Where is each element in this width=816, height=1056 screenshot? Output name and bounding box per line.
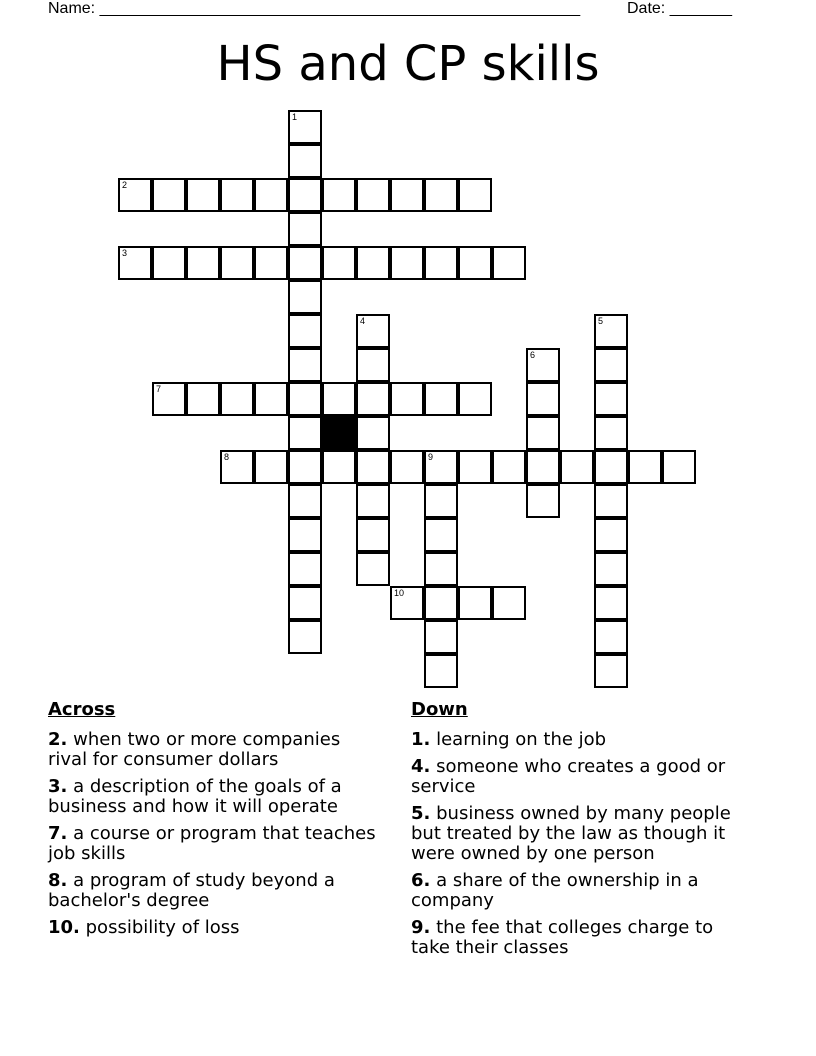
grid-cell[interactable] [424, 382, 458, 416]
grid-cell[interactable] [356, 178, 390, 212]
grid-cell[interactable] [186, 382, 220, 416]
grid-cell[interactable] [356, 484, 390, 518]
clue-number: 10. [48, 917, 80, 938]
grid-cell[interactable] [390, 178, 424, 212]
grid-cell[interactable] [526, 450, 560, 484]
grid-cell[interactable] [288, 382, 322, 416]
grid-cell[interactable] [526, 382, 560, 416]
grid-cell[interactable] [526, 484, 560, 518]
grid-cell[interactable] [594, 518, 628, 552]
clue-text: someone who creates a good or service [411, 756, 726, 797]
clue-text: learning on the job [436, 729, 607, 750]
clue-down-5 [411, 804, 741, 864]
grid-cell[interactable] [594, 314, 628, 348]
grid-cell[interactable] [458, 246, 492, 280]
grid-cell[interactable] [458, 450, 492, 484]
grid-cell[interactable] [390, 246, 424, 280]
grid-cell[interactable] [288, 246, 322, 280]
grid-cell[interactable] [424, 518, 458, 552]
clue-across-3 [48, 777, 378, 817]
page-title: HS and CP skills [216, 36, 600, 92]
grid-cell[interactable] [594, 552, 628, 586]
grid-cell[interactable] [288, 620, 322, 654]
clue-number: 2. [48, 729, 68, 750]
clue-across-7 [48, 824, 378, 864]
black-cell [322, 416, 356, 450]
clue-number: 1. [411, 729, 431, 750]
grid-cell[interactable] [118, 178, 152, 212]
date-field-label: Date: _______ [627, 0, 732, 17]
grid-cell[interactable] [118, 246, 152, 280]
clue-text: a share of the ownership in a company [411, 870, 699, 911]
grid-cell[interactable] [424, 178, 458, 212]
grid-cell[interactable] [356, 246, 390, 280]
grid-cell[interactable] [322, 178, 356, 212]
grid-cell[interactable] [220, 178, 254, 212]
grid-cell[interactable] [560, 450, 594, 484]
clue-down-6 [411, 871, 741, 911]
grid-cell[interactable] [288, 450, 322, 484]
grid-cell[interactable] [356, 416, 390, 450]
cell-number: 5 [598, 316, 604, 326]
grid-cell[interactable] [390, 450, 424, 484]
grid-cell[interactable] [594, 654, 628, 688]
name-field-label: Name: ______________________________________________________ [48, 0, 581, 17]
grid-cell[interactable] [356, 348, 390, 382]
grid-cell[interactable] [356, 552, 390, 586]
grid-cell[interactable] [594, 382, 628, 416]
grid-cell[interactable] [152, 246, 186, 280]
clue-text: a program of study beyond a bachelor's degree [48, 870, 335, 911]
cell-number: 3 [122, 248, 128, 258]
grid-cell[interactable] [288, 280, 322, 314]
cell-number: 7 [156, 384, 162, 394]
clue-text: when two or more companies rival for consumer dollars [48, 729, 341, 770]
clue-text: a course or program that teaches job skills [48, 823, 376, 864]
grid-cell[interactable] [288, 484, 322, 518]
grid-cell[interactable] [288, 552, 322, 586]
grid-cell[interactable] [492, 450, 526, 484]
grid-cell[interactable] [424, 654, 458, 688]
grid-cell[interactable] [322, 382, 356, 416]
grid-cell[interactable] [220, 246, 254, 280]
grid-cell[interactable] [492, 246, 526, 280]
grid-cell[interactable] [288, 178, 322, 212]
grid-cell[interactable] [288, 110, 322, 144]
grid-cell[interactable] [356, 382, 390, 416]
clue-down-9 [411, 918, 741, 958]
grid-cell[interactable] [288, 212, 322, 246]
grid-cell[interactable] [492, 586, 526, 620]
grid-cell[interactable] [152, 382, 186, 416]
grid-cell[interactable] [288, 416, 322, 450]
grid-cell[interactable] [254, 178, 288, 212]
grid-cell[interactable] [458, 382, 492, 416]
clue-number: 7. [48, 823, 68, 844]
cell-number: 8 [224, 452, 230, 462]
grid-cell[interactable] [526, 348, 560, 382]
grid-cell[interactable] [458, 586, 492, 620]
grid-cell[interactable] [424, 552, 458, 586]
down-clues [411, 700, 741, 965]
across-clues [48, 700, 378, 945]
cell-number: 9 [428, 452, 434, 462]
grid-cell[interactable] [288, 348, 322, 382]
clue-text: a description of the goals of a business and how it will operate [48, 776, 342, 817]
clue-down-1 [411, 730, 741, 750]
clue-number: 8. [48, 870, 68, 891]
grid-cell[interactable] [254, 382, 288, 416]
clue-across-8 [48, 871, 378, 911]
grid-cell[interactable] [356, 450, 390, 484]
grid-cell[interactable] [288, 144, 322, 178]
clue-number: 4. [411, 756, 431, 777]
cell-number: 6 [530, 350, 536, 360]
down-heading: Down [411, 699, 468, 720]
grid-cell[interactable] [424, 586, 458, 620]
grid-cell[interactable] [186, 178, 220, 212]
clue-text: possibility of loss [85, 917, 240, 938]
grid-cell[interactable] [254, 450, 288, 484]
grid-cell[interactable] [356, 518, 390, 552]
grid-cell[interactable] [288, 314, 322, 348]
grid-cell[interactable] [356, 314, 390, 348]
grid-cell[interactable] [594, 586, 628, 620]
grid-cell[interactable] [662, 450, 696, 484]
cell-number: 1 [292, 112, 298, 122]
grid-cell[interactable] [594, 484, 628, 518]
grid-cell[interactable] [186, 246, 220, 280]
grid-cell[interactable] [424, 246, 458, 280]
grid-cell[interactable] [254, 246, 288, 280]
grid-cell[interactable] [322, 450, 356, 484]
cell-number: 2 [122, 180, 128, 190]
grid-cell[interactable] [526, 416, 560, 450]
grid-cell[interactable] [594, 620, 628, 654]
grid-cell[interactable] [594, 450, 628, 484]
grid-cell[interactable] [220, 382, 254, 416]
grid-cell[interactable] [322, 246, 356, 280]
cell-number: 4 [360, 316, 366, 326]
cell-number: 10 [394, 588, 405, 598]
clue-across-2 [48, 730, 378, 770]
clue-number: 9. [411, 917, 431, 938]
clue-across-10 [48, 918, 378, 938]
clue-number: 6. [411, 870, 431, 891]
grid-cell[interactable] [424, 450, 458, 484]
grid-cell[interactable] [628, 450, 662, 484]
clue-text: business owned by many people but treated by the law as though it were owned by one person [411, 803, 731, 864]
grid-cell[interactable] [458, 178, 492, 212]
across-heading: Across [48, 699, 116, 720]
clue-text: the fee that colleges charge to take their classes [411, 917, 714, 958]
clue-number: 3. [48, 776, 68, 797]
grid-cell[interactable] [390, 382, 424, 416]
clue-down-4 [411, 757, 741, 797]
grid-cell[interactable] [288, 518, 322, 552]
grid-cell[interactable] [594, 348, 628, 382]
grid-cell[interactable] [424, 484, 458, 518]
grid-cell[interactable] [220, 450, 254, 484]
grid-cell[interactable] [594, 416, 628, 450]
grid-cell[interactable] [152, 178, 186, 212]
grid-cell[interactable] [288, 586, 322, 620]
clue-number: 5. [411, 803, 431, 824]
grid-cell[interactable] [424, 620, 458, 654]
grid-cell[interactable] [390, 586, 424, 620]
